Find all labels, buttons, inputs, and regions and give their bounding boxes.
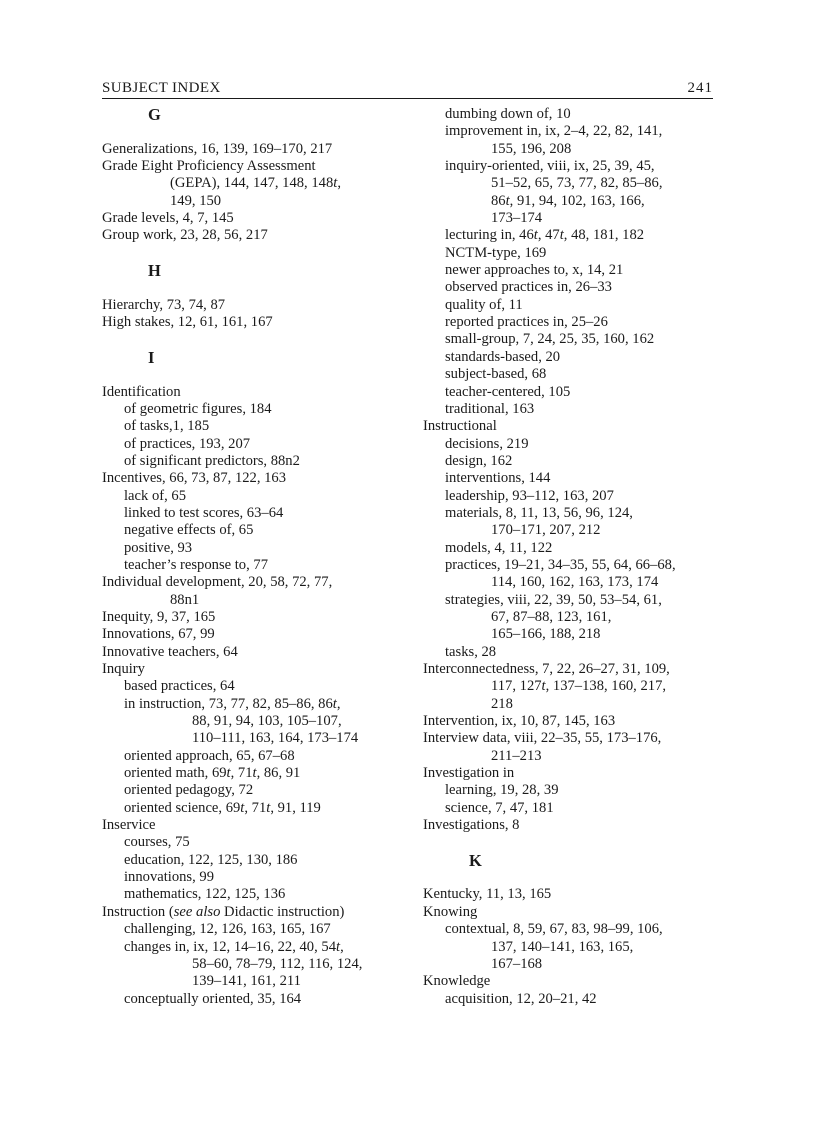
index-subentry: lecturing in, 46t, 47t, 48, 181, 182 [445,227,645,244]
index-entry: Innovative teachers, 64 [102,643,238,660]
index-entry: Grade levels, 4, 7, 145 [102,210,234,227]
index-subentry: 155, 196, 208 [491,140,572,157]
index-subentry: oriented approach, 65, 67–68 [124,747,295,764]
index-entry: Investigation in [423,765,515,782]
index-subentry: 218 [491,695,513,712]
index-subentry: oriented pedagogy, 72 [124,782,254,799]
spacer [102,245,402,262]
index-subentry: quality of, 11 [445,296,523,313]
index-subentry: dumbing down of, 10 [445,106,571,122]
index-subentry: models, 4, 11, 122 [445,539,553,556]
index-subentry: small-group, 7, 24, 25, 35, 160, 162 [445,331,655,348]
running-title: SUBJECT INDEX [102,80,221,96]
index-entry: Innovations, 67, 99 [102,626,215,643]
index-subentry: strategies, viii, 22, 39, 50, 53–54, 61, [445,591,662,608]
spacer [102,279,402,296]
index-subentry: of significant predictors, 88n2 [124,452,300,469]
index-subentry: in instruction, 73, 77, 82, 85–86, 86t, [124,695,341,712]
index-subentry: contextual, 8, 59, 67, 83, 98–99, 106, [445,921,663,938]
index-subentry: acquisition, 12, 20–21, 42 [445,990,597,1007]
index-entry: Individual development, 20, 58, 72, 77, [102,574,333,591]
index-subentry: negative effects of, 65 [124,522,254,539]
index-entry: Interconnectedness, 7, 22, 26–27, 31, 109, [423,661,670,677]
index-subentry: courses, 75 [124,834,190,851]
index-entry: Interview data, viii, 22–35, 55, 173–176, [423,730,662,747]
index-subentry: learning, 19, 28, 39 [445,782,559,799]
index-entry: Group work, 23, 28, 56, 217 [102,227,268,244]
index-entry: High stakes, 12, 61, 161, 167 [102,314,273,331]
index-entry: Intervention, ix, 10, 87, 145, 163 [423,713,616,730]
index-subentry: design, 162 [445,452,513,469]
index-subentry: of geometric figures, 184 [124,400,272,417]
index-subentry: 51–52, 65, 73, 77, 82, 85–86, [491,175,663,192]
index-subentry: 58–60, 78–79, 112, 116, 124, [192,955,363,972]
index-subentry: of practices, 193, 207 [124,435,251,452]
index-subentry: teacher’s response to, 77 [124,556,268,573]
index-subentry: oriented math, 69t, 71t, 86, 91 [124,765,301,782]
index-subentry: 117, 127t, 137–138, 160, 217, [491,678,667,695]
index-subentry: innovations, 99 [124,869,214,886]
index-entry: Knowledge [423,973,491,990]
index-subentry: newer approaches to, x, 14, 21 [445,262,624,279]
index-entry: Inequity, 9, 37, 165 [102,608,216,625]
index-entry: Identification [102,383,181,400]
index-entry: Knowing [423,903,478,920]
index-subentry: practices, 19–21, 34–35, 55, 64, 66–68, [445,556,676,573]
index-subentry: 211–213 [491,747,542,764]
index-subentry: improvement in, ix, 2–4, 22, 82, 141, [445,123,663,140]
index-entry: Kentucky, 11, 13, 165 [423,886,552,903]
index-subentry: leadership, 93–112, 163, 207 [445,487,614,504]
index-subentry: interventions, 144 [445,470,551,487]
index-subentry: 139–141, 161, 211 [192,973,301,990]
index-subentry: teacher-centered, 105 [445,383,571,400]
spacer [102,331,402,348]
index-subentry: 137, 140–141, 163, 165, [491,938,634,955]
index-subentry: lack of, 65 [124,487,187,504]
index-entry: Grade Eight Proficiency Assessment [102,158,316,175]
section-letter: G [148,105,161,124]
index-subentry: based practices, 64 [124,678,235,695]
page-number: 241 [687,80,713,96]
index-column-right [423,106,723,1008]
index-subentry: education, 122, 125, 130, 186 [124,851,298,868]
index-subentry: (GEPA), 144, 147, 148, 148t, [170,175,341,192]
spacer [423,834,723,851]
index-subentry: 114, 160, 162, 163, 173, 174 [491,574,659,591]
index-subentry: mathematics, 122, 125, 136 [124,886,286,903]
index-subentry: science, 7, 47, 181 [445,799,554,816]
spacer [423,869,723,886]
index-subentry: 170–171, 207, 212 [491,522,601,539]
index-subentry: conceptually oriented, 35, 164 [124,990,302,1007]
index-subentry: of tasks,1, 185 [124,418,210,435]
running-header [102,79,713,99]
index-entry: Generalizations, 16, 139, 169–170, 217 [102,140,333,157]
index-subentry: changes in, ix, 12, 14–16, 22, 40, 54t, [124,938,344,955]
index-subentry: oriented science, 69t, 71t, 91, 119 [124,799,321,816]
index-subentry: decisions, 219 [445,435,529,452]
index-subentry: positive, 93 [124,539,193,556]
index-subentry: observed practices in, 26–33 [445,279,612,296]
section-letter: I [148,347,155,367]
index-subentry: NCTM-type, 169 [445,244,547,261]
index-subentry: materials, 8, 11, 13, 56, 96, 124, [445,504,633,521]
index-subentry: inquiry-oriented, viii, ix, 25, 39, 45, [445,158,655,175]
spacer [102,366,402,383]
index-subentry: 88n1 [170,591,200,608]
index-subentry: subject-based, 68 [445,366,547,383]
index-subentry: 165–166, 188, 218 [491,626,601,643]
index-subentry: 149, 150 [170,192,222,209]
index-subentry: 88, 91, 94, 103, 105–107, [192,713,342,730]
index-subentry: challenging, 12, 126, 163, 165, 167 [124,921,331,938]
index-subentry: 173–174 [491,210,543,227]
index-entry: Hierarchy, 73, 74, 87 [102,296,226,313]
index-entry: Inservice [102,817,156,834]
spacer [102,123,402,140]
index-entry: Instruction (see also Didactic instruction) [102,903,345,920]
index-subentry: 67, 87–88, 123, 161, [491,608,612,625]
section-letter: K [469,850,482,870]
index-entry: Inquiry [102,661,145,677]
index-subentry: 86t, 91, 94, 102, 163, 166, [491,192,645,209]
index-subentry: tasks, 28 [445,643,497,660]
index-entry: Instructional [423,418,497,435]
index-subentry: linked to test scores, 63–64 [124,504,284,521]
index-subentry: 110–111, 163, 164, 173–174 [192,730,359,747]
section-letter: H [148,261,161,281]
index-entry: Investigations, 8 [423,817,520,834]
index-subentry: traditional, 163 [445,400,535,417]
index-subentry: 167–168 [491,955,543,972]
index-subentry: standards-based, 20 [445,348,561,365]
index-subentry: reported practices in, 25–26 [445,314,608,331]
index-entry: Incentives, 66, 73, 87, 122, 163 [102,470,287,487]
index-column-left [102,106,402,1008]
